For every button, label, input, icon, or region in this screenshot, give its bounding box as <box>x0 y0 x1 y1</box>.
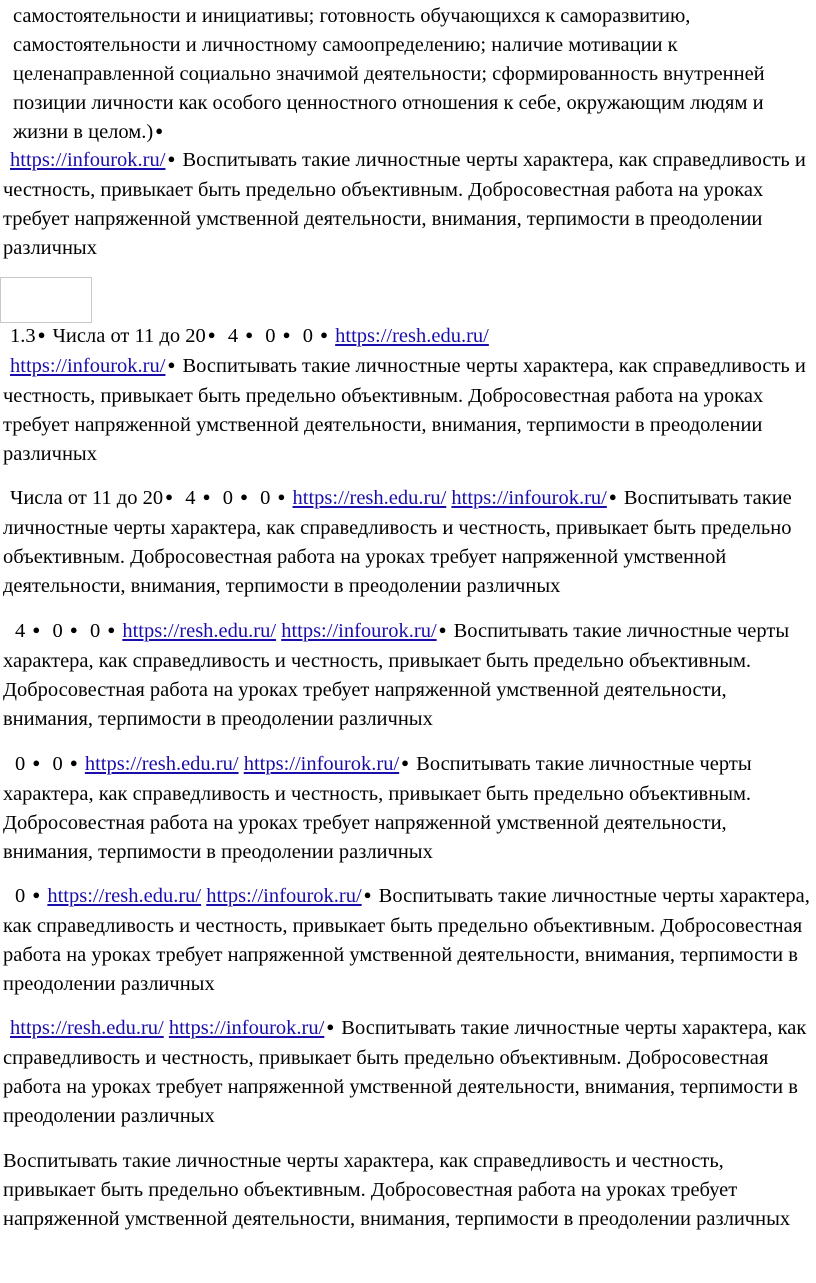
bullet-icon: ● <box>326 1019 335 1034</box>
infourok-link[interactable]: https://infourok.ru/ <box>10 355 166 377</box>
paragraph-row-4: 4 ● 0 ● 0 ● https://resh.edu.ru/ https://infourok.ru/ ● Воспитывать такие личностные черты характера, как справедливость и честность, привыкает быть предельно объективным. Добросовестная работа на уроках требует напряженной умственной деятельности, внимания, терпимости в преодолении различных <box>3 620 790 730</box>
paragraph-intro: самостоятельности и инициативы; готовность обучающихся к саморазвитию, самостоятельности и личностному самоопределению; наличие мотивации к целенаправленной социально значимой деятельности; сформированность внутренней позиции личности как особого ценностного отношения к себе, окружающим людям и жизни в целом.) ● <box>13 5 765 143</box>
paragraph-row-text: Воспитывать такие личностные черты характера, как справедливость и честность, привыкает быть предельно объективным. Добросовестная работа на уроках требует напряженной умственной деятельности, внимания, терпимости в преодолении различных <box>3 1150 791 1230</box>
bullet-icon: ● <box>282 327 291 342</box>
bullet-icon: ● <box>69 755 78 770</box>
infourok-link[interactable]: https://infourok.ru/ <box>281 620 437 642</box>
bullet-icon: ● <box>165 489 173 504</box>
bullet-icon: ● <box>69 622 78 637</box>
bullet-icon: ● <box>245 327 254 342</box>
infourok-link[interactable]: https://infourok.ru/ <box>451 487 607 509</box>
infourok-link[interactable]: https://infourok.ru/ <box>168 1017 325 1039</box>
bullet-icon: ● <box>32 622 41 637</box>
paragraph-row-links: https://resh.edu.ru/ https://infourok.ru/ ● Воспитывать такие личностные черты характера, как справедливость и честность, привыкает быть предельно объективным. Добросовестная работа на уроках требует напряженной умственной деятельности, внимания, терпимости в преодолении различных <box>3 1017 807 1127</box>
bullet-icon: ● <box>167 151 176 166</box>
infourok-link[interactable]: https://infourok.ru/ <box>243 753 400 775</box>
topic-title: Числа от 11 до 20 <box>10 487 164 509</box>
resh-link[interactable]: https://resh.edu.ru/ <box>84 753 239 775</box>
bullet-icon: ● <box>37 327 46 342</box>
resh-link[interactable]: https://resh.edu.ru/ <box>292 487 447 509</box>
bullet-icon: ● <box>155 123 164 138</box>
bullet-icon: ● <box>202 489 211 504</box>
bullet-icon: ● <box>401 755 410 770</box>
bullet-icon: ● <box>363 887 372 902</box>
resh-link[interactable]: https://resh.edu.ru/ <box>122 620 277 642</box>
bullet-icon: ● <box>207 327 216 342</box>
infourok-link[interactable]: https://infourok.ru/ <box>206 885 362 907</box>
empty-table-cell <box>0 277 92 323</box>
paragraph-row-1-3: 1.3 ● Числа от 11 до 20 ● 4 ● 0 ● 0 ● https://resh.edu.ru/ https://infourok.ru/ ● Воспитывать такие личностные черты характера, как справедливость и честность, привыкает быть предельно объективным. Добросовестная работа на уроках требует напряженной умственной деятельности, внимания, терпимости в преодолении различных <box>3 325 806 465</box>
resh-link[interactable]: https://resh.edu.ru/ <box>335 325 489 347</box>
resh-link[interactable]: https://resh.edu.ru/ <box>47 885 202 907</box>
infourok-link[interactable]: https://infourok.ru/ <box>10 149 166 171</box>
paragraph-row-0b: 0 ● https://resh.edu.ru/ https://infourok.ru/ ● Воспитывать такие личностные черты характера, как справедливость и честность, привыкает быть предельно объективным. Добросовестная работа на уроках требует напряженной умственной деятельности, внимания, терпимости в преодолении различных <box>3 885 810 995</box>
bullet-icon: ● <box>107 622 116 637</box>
paragraph-row-topic: Числа от 11 до 20 ● 4 ● 0 ● 0 ● https://resh.edu.ru/ https://infourok.ru/ ● Воспитывать такие личностные черты характера, как справедливость и честность, привыкает быть предельно объективным. Добросовестная работа на уроках требует напряженной умственной деятельности, внимания, терпимости в преодолении различных <box>3 487 792 597</box>
bullet-icon: ● <box>32 887 41 902</box>
bullet-icon: ● <box>277 489 286 504</box>
topic-title: Числа от 11 до 20 <box>52 325 206 347</box>
resh-link[interactable]: https://resh.edu.ru/ <box>10 1017 164 1039</box>
bullet-icon: ● <box>167 357 176 372</box>
bullet-icon: ● <box>608 489 617 504</box>
bullet-icon: ● <box>240 489 248 504</box>
bullet-icon: ● <box>438 622 447 637</box>
bullet-icon: ● <box>32 755 41 770</box>
paragraph-row-0a: 0 ● 0 ● https://resh.edu.ru/ https://infourok.ru/ ● Воспитывать такие личностные черты характера, как справедливость и честность, привыкает быть предельно объективным. Добросовестная работа на уроках требует напряженной умственной деятельности, внимания, терпимости в преодолении различных <box>3 753 752 863</box>
paragraph-infourok-1: https://infourok.ru/ ● Воспитывать такие личностные черты характера, как справедливость и честность, привыкает быть предельно объективным. Добросовестная работа на уроках требует напряженной умственной деятельности, внимания, терпимости в преодолении различных <box>3 149 806 259</box>
bullet-icon: ● <box>320 327 329 342</box>
